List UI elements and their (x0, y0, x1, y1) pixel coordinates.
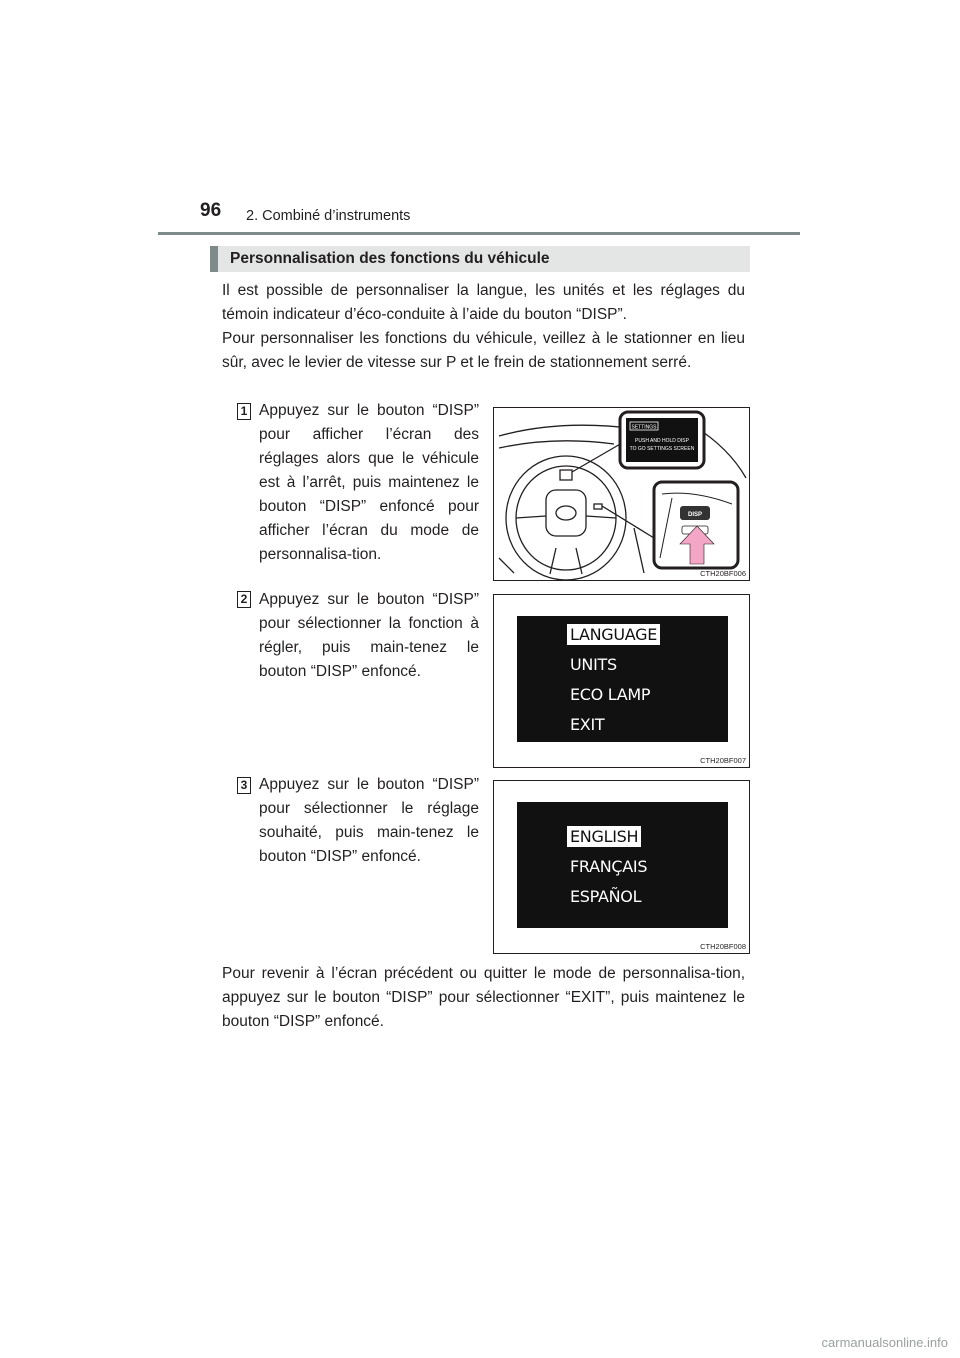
figure-code-3: CTH20BF008 (700, 942, 746, 951)
figure-code-2: CTH20BF007 (700, 756, 746, 765)
disp-button-label: DISP (687, 512, 703, 518)
menu-item-units: UNITS (570, 655, 617, 674)
step-number-3: 3 (237, 777, 251, 794)
figure-menu-screen (493, 594, 750, 768)
display-screen (517, 616, 728, 742)
figure-code-1: CTH20BF006 (700, 569, 746, 578)
settings-label: SETTINGS (631, 424, 657, 431)
menu-item-exit: EXIT (570, 715, 605, 734)
step-number-1: 1 (237, 403, 251, 420)
callout-line-2: TO GO SETTINGS SCREEN (629, 446, 695, 452)
menu-item-espanol: ESPAÑOL (570, 887, 642, 906)
section-heading: Personnalisation des fonctions du véhicule (210, 246, 750, 272)
step-text-1: Appuyez sur le bouton “DISP” pour afficher l’écran des réglages alors que le véhicule est à l’arrêt, puis maintenez le bouton “DISP” enfoncé pour afficher l’écran du mode de personnalisa-tion. (259, 402, 479, 563)
step-text-3: Appuyez sur le bouton “DISP” pour sélectionner le réglage souhaité, puis main-tenez le bouton “DISP” enfoncé. (259, 776, 479, 865)
menu-item-eco-lamp: ECO LAMP (570, 685, 651, 704)
display-screen (517, 802, 728, 928)
figure-language-screen (493, 780, 750, 954)
callout-line-1: PUSH AND HOLD DISP (635, 438, 689, 444)
header-rule (158, 232, 800, 235)
steering-wheel-illustration (494, 408, 749, 580)
intro-paragraph-2: Pour personnaliser les fonctions du véhicule, veillez à le stationner en lieu sûr, avec le levier de vitesse sur P et le frein de stationnement serré. (222, 330, 745, 371)
step-text-2: Appuyez sur le bouton “DISP” pour sélectionner la fonction à régler, puis main-tenez le bouton “DISP” enfoncé. (259, 591, 479, 680)
chapter-title: 2. Combiné d’instruments (246, 208, 411, 224)
menu-item-francais: FRANÇAIS (570, 857, 648, 876)
watermark: carmanualsonline.info (821, 1335, 948, 1350)
page-number: 96 (200, 200, 222, 221)
outro-paragraph: Pour revenir à l’écran précédent ou quitter le mode de personnalisa-tion, appuyez sur le bouton “DISP” pour sélectionner “EXIT”, puis maintenez le bouton “DISP” enfoncé. (222, 965, 745, 1030)
intro-paragraph-1: Il est possible de personnaliser la langue, les unités et les réglages du témoin indicateur d’éco-conduite à l’aide du bouton “DISP”. (222, 282, 745, 323)
menu-item-english: ENGLISH (567, 826, 641, 847)
menu-item-language: LANGUAGE (567, 624, 660, 645)
figure-steering-wheel (493, 407, 750, 581)
step-number-2: 2 (237, 591, 251, 608)
